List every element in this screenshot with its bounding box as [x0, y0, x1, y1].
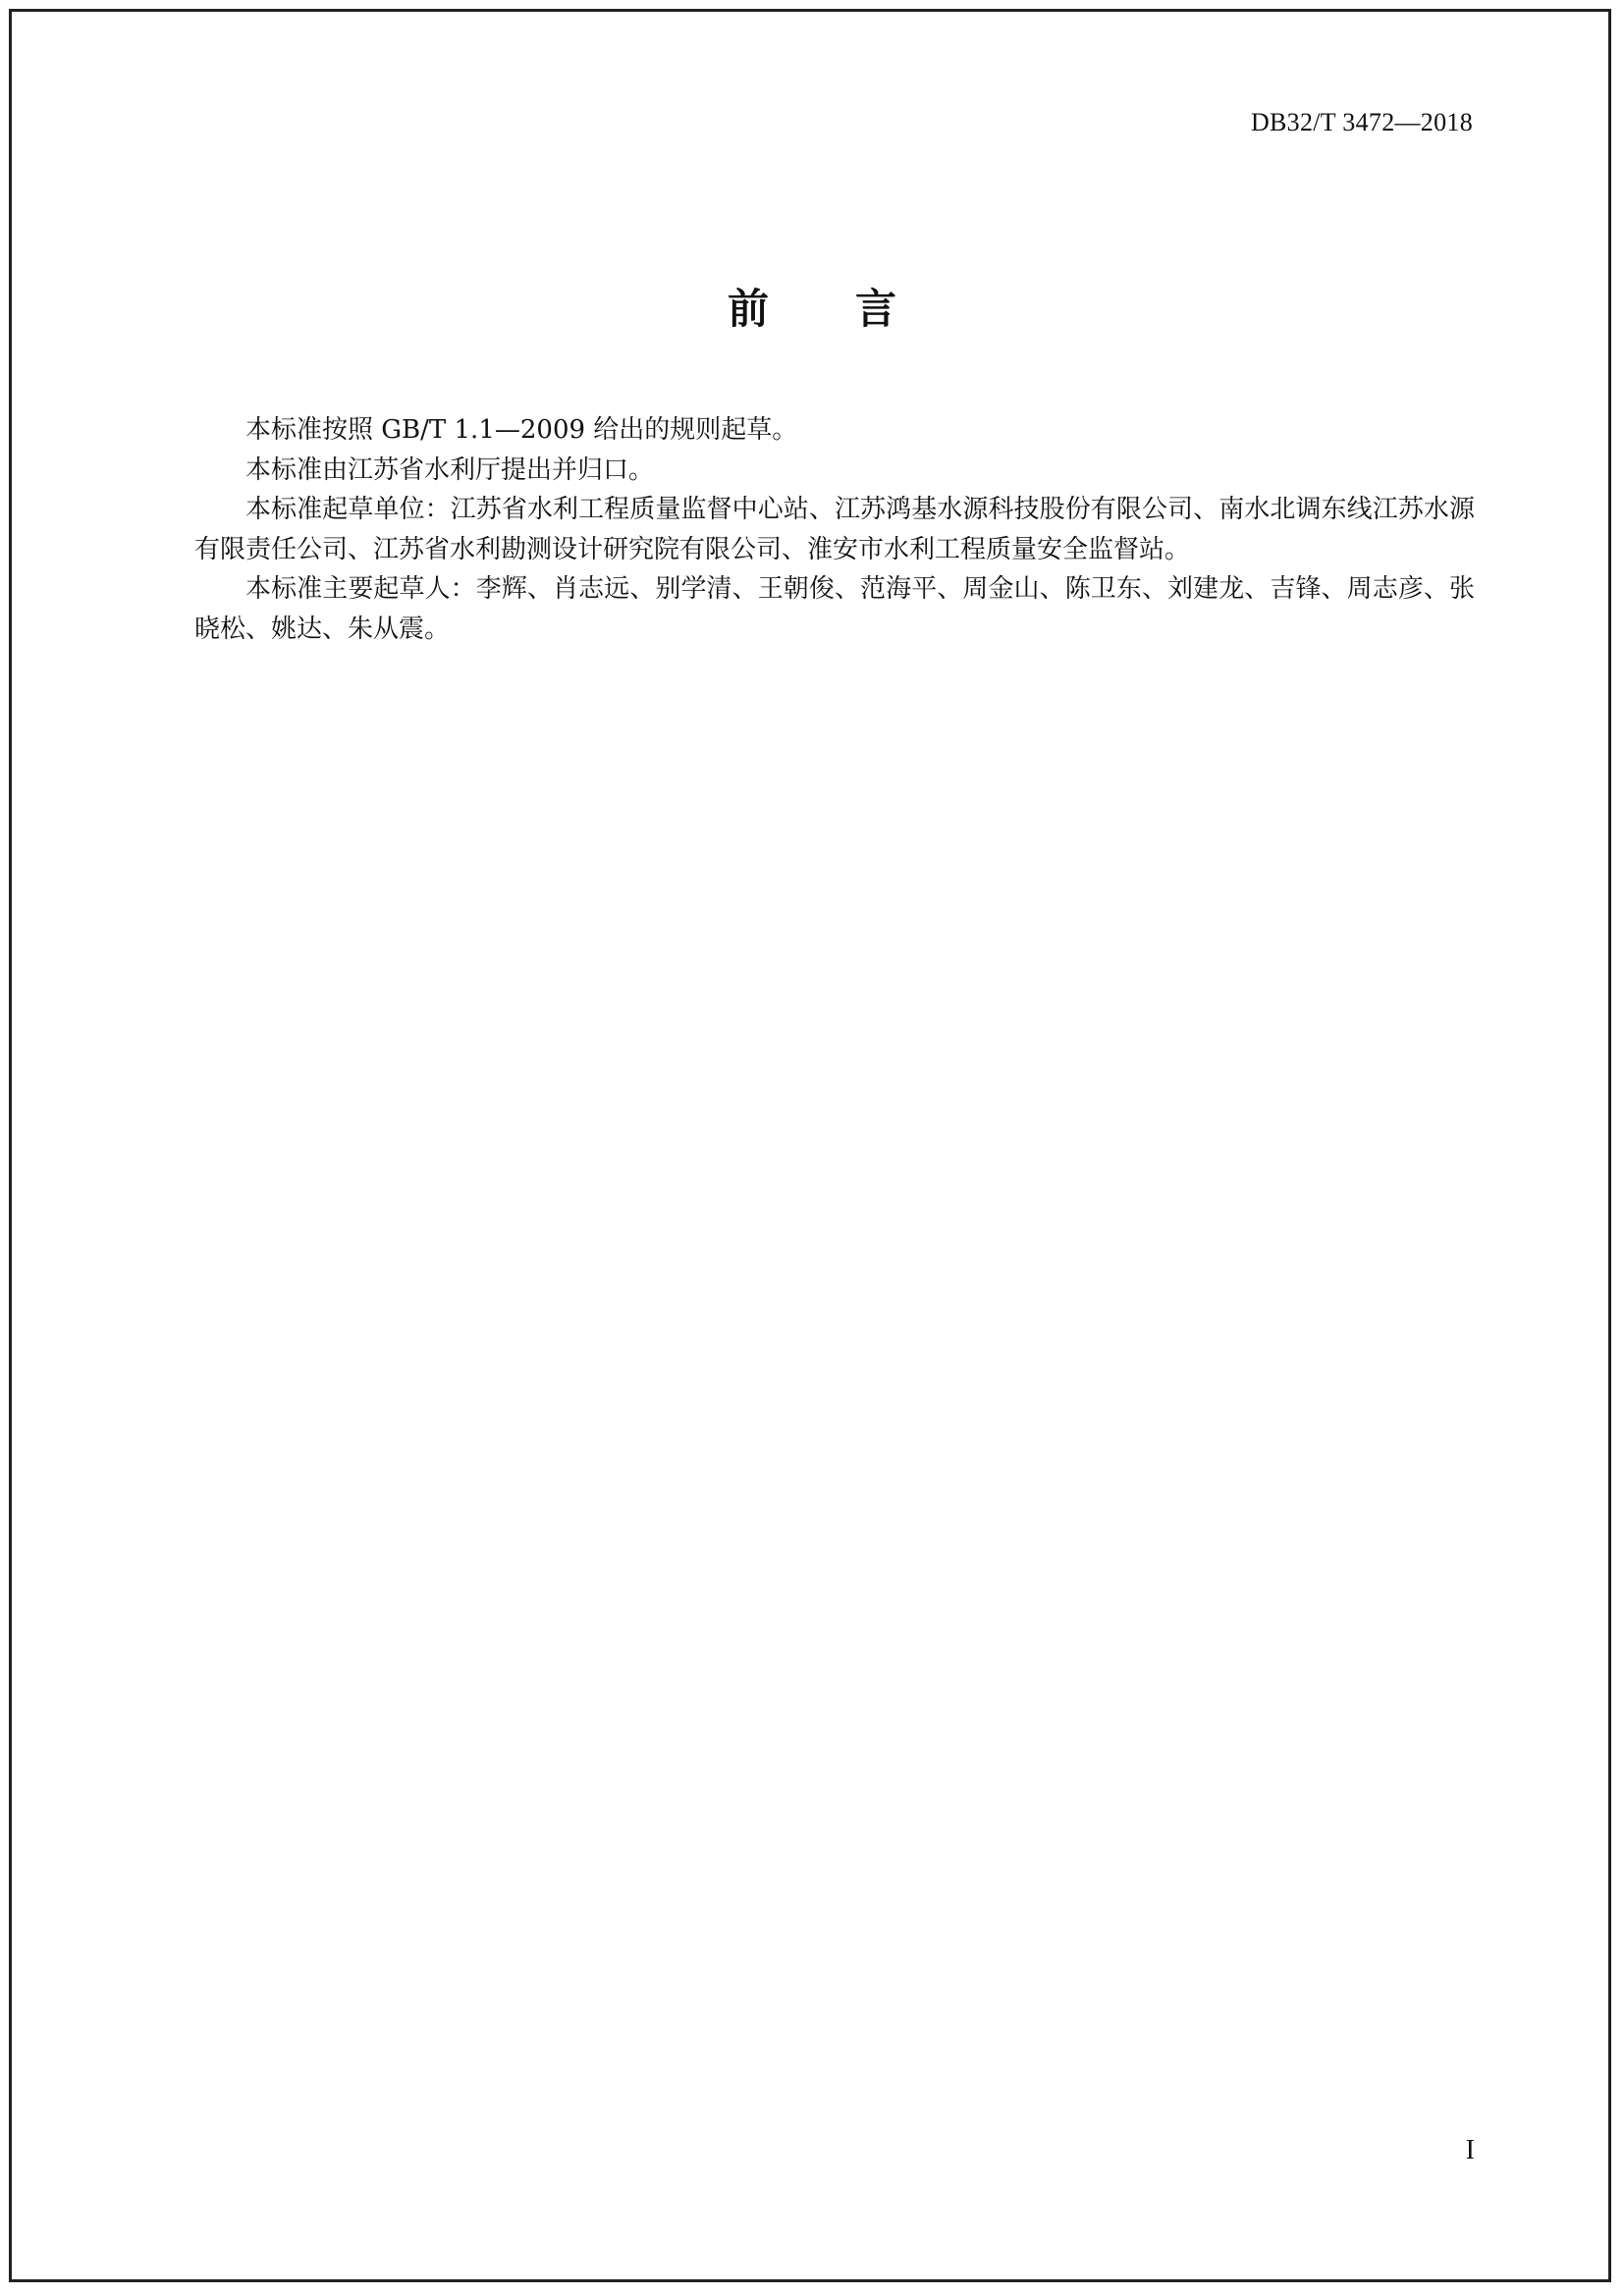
document-code: DB32/T 3472—2018 — [1250, 108, 1473, 136]
paragraph-drafting-units: 本标准起草单位：江苏省水利工程质量监督中心站、江苏鸿基水源科技股份有限公司、南水北调东线江苏水源有限责任公司、江苏省水利勘测设计研究院有限公司、淮安市水利工程质量安全监督站。 — [194, 495, 1475, 564]
paragraph-drafters: 本标准主要起草人：李辉、肖志远、别学清、王朝俊、范海平、周金山、陈卫东、刘建龙、吉锋、周志彦、张晓松、姚达、朱从震。 — [194, 574, 1475, 644]
paragraph-drafting-rules: 本标准按照 GB/T 1.1—2009 给出的规则起草。 — [245, 415, 798, 445]
page-number: I — [1465, 2135, 1475, 2165]
page-border — [9, 9, 1611, 2282]
paragraph-proposer: 本标准由江苏省水利厅提出并归口。 — [245, 454, 655, 485]
page-title: 前言 — [727, 285, 983, 333]
foreword-body — [194, 410, 1475, 649]
